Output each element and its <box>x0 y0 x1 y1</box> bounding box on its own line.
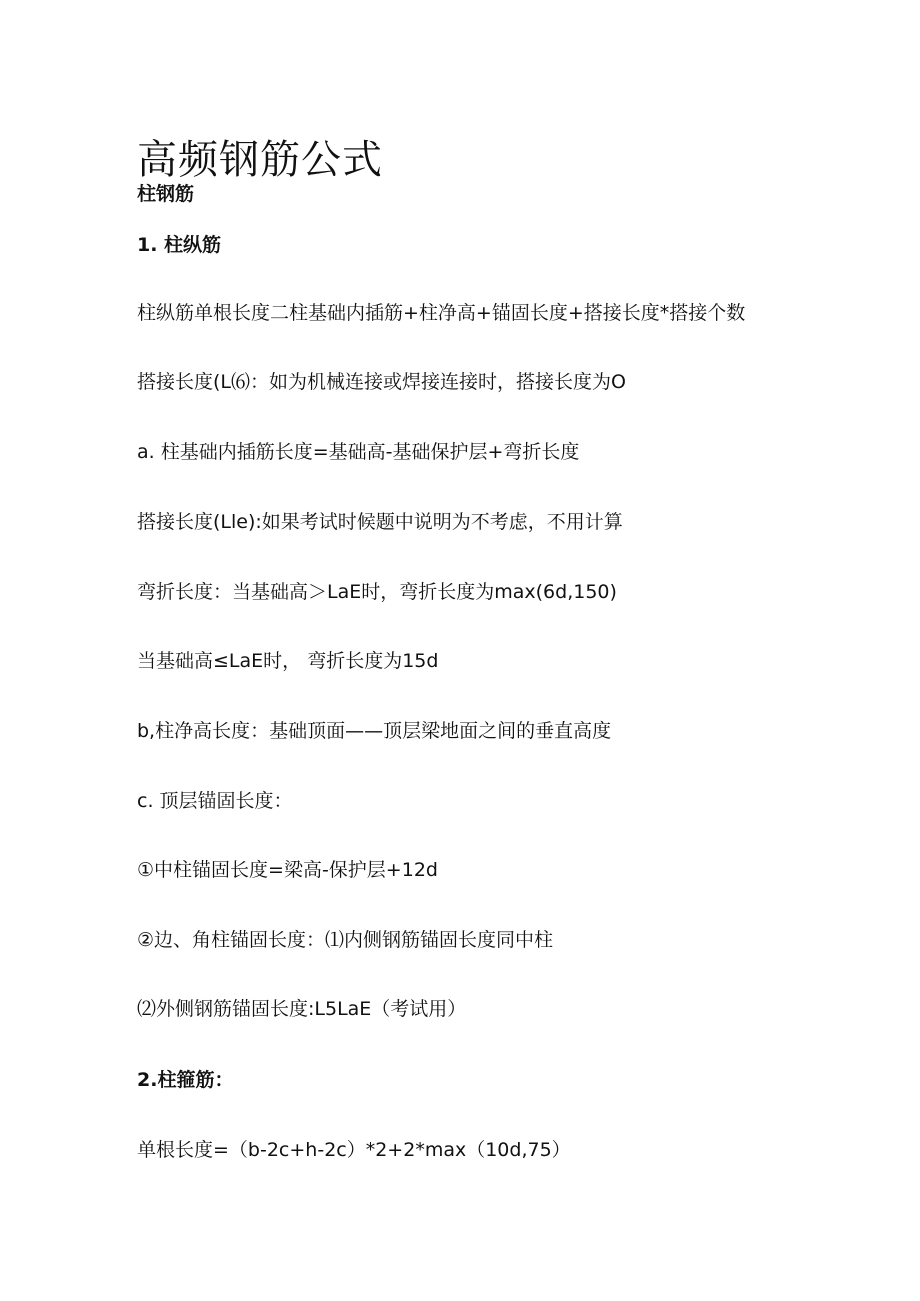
text-line: 搭接长度(L⑹：如为机械连接或焊接连接时，搭接长度为O <box>137 371 626 393</box>
text-line: ②边、角柱锚固长度：⑴内侧钢筋锚固长度同中柱 <box>137 929 554 951</box>
text-line: ⑵外侧钢筋锚固长度:L5LaE（考试用） <box>137 998 467 1020</box>
formula-line: a. 柱基础内插筋长度=基础高-基础保护层+弯折长度 <box>137 441 580 463</box>
text-line: 弯折长度：当基础高＞LaE时，弯折长度为max(6d,150) <box>137 581 617 603</box>
subheading-column-stirrup: 2.柱箍筋： <box>137 1069 234 1091</box>
formula-line: 单根长度=（b-2c+h-2c）*2+2*max（10d,75） <box>137 1139 571 1161</box>
text-line: c. 顶层锚固长度： <box>137 790 293 812</box>
text-line: 当基础高≤LaE时， 弯折长度为15d <box>137 650 439 672</box>
text-line: 搭接长度(Lle):如果考试时候题中说明为不考虑，不用计算 <box>137 511 623 533</box>
text-line: b,柱净高长度：基础顶面——顶层梁地面之间的垂直高度 <box>137 720 612 742</box>
document-title: 高频钢筋公式 <box>137 137 383 183</box>
subheading-column-longitudinal: 1. 柱纵筋 <box>137 234 222 256</box>
section-heading: 柱钢筋 <box>137 183 195 205</box>
formula-line: 柱纵筋单根长度二柱基础内插筋+柱净高+锚固长度+搭接长度*搭接个数 <box>137 302 746 324</box>
formula-line: ①中柱锚固长度=梁高-保护层+12d <box>137 859 438 881</box>
